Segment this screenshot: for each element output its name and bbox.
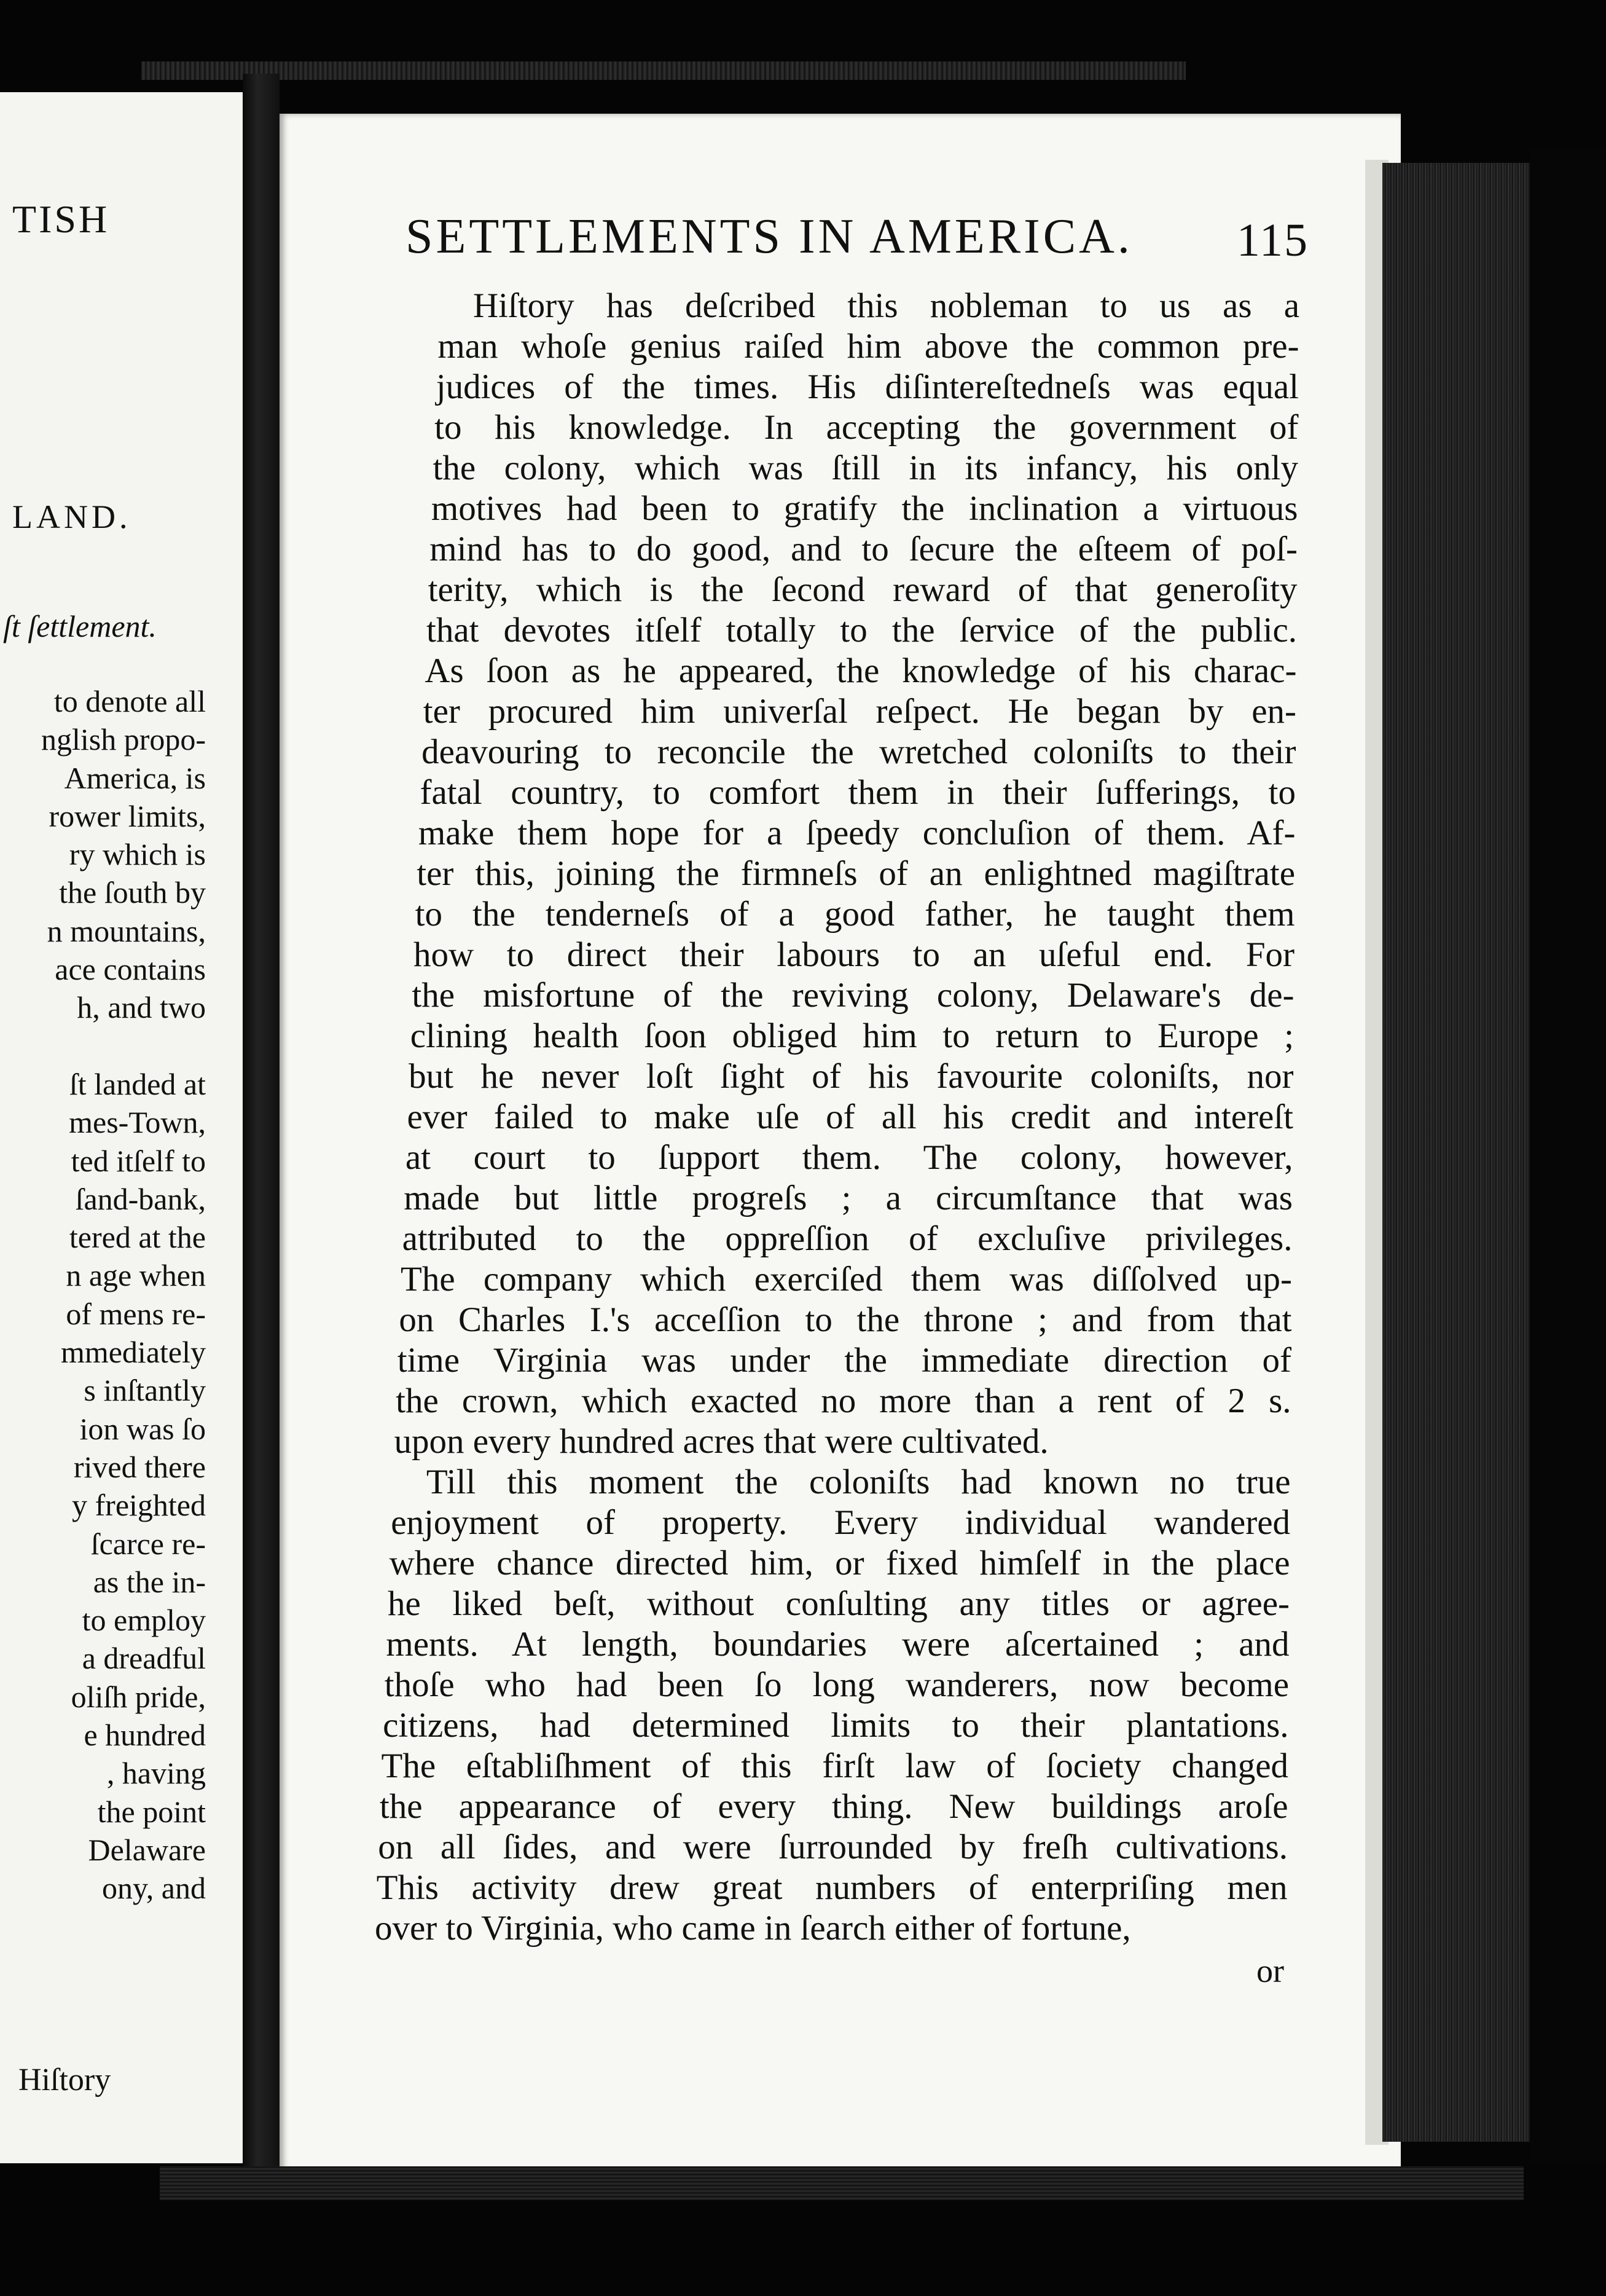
catchword: or xyxy=(1256,1952,1284,1989)
text-line: he liked beſt, without conſulting any titles or agree- xyxy=(388,1584,1290,1623)
text-line: attributed to the oppreſſion of excluſive privileges. xyxy=(402,1219,1293,1258)
text-line: to his knowledge. In accepting the government of xyxy=(434,408,1299,447)
left-text-line: to denote all xyxy=(53,684,206,718)
left-catchword: Hiſtory xyxy=(18,2062,111,2097)
text-line: The eſtabliſhment of this firſt law of ſociety changed xyxy=(381,1747,1288,1785)
left-text-line xyxy=(0,1027,209,1065)
left-text-line: h, and two xyxy=(77,990,206,1025)
left-text-line: ace contains xyxy=(55,952,206,987)
text-line: the colony, which was ſtill in its infancy, his only xyxy=(433,449,1298,487)
running-title: SETTLEMENTS IN AMERICA. xyxy=(405,210,1133,264)
text-line: but he never loſt ſight of his favourite coloniſts, nor xyxy=(409,1057,1294,1096)
left-text-line: as the in- xyxy=(93,1564,206,1599)
left-text-line: ſt landed at xyxy=(69,1066,206,1101)
text-line: time Virginia was under the immediate direction of xyxy=(397,1341,1291,1380)
text-line: to the tenderneſs of a good father, he taught them xyxy=(415,895,1295,934)
text-line: fatal country, to comfort them in their ſufferings, to xyxy=(420,773,1296,812)
running-head xyxy=(405,209,1309,277)
text-line: upon every hundred acres that were cultivated. xyxy=(394,1422,1049,1461)
text-line: ments. At length, boundaries were aſcertained ; and xyxy=(386,1625,1290,1664)
text-line: enjoyment of property. Every individual wandered xyxy=(391,1503,1290,1542)
text-line: As ſoon as he appeared, the knowledge of his charac- xyxy=(425,651,1297,690)
left-text-line: the ſouth by xyxy=(59,875,206,910)
text-line: mind has to do good, and to ſecure the eſteem of poſ- xyxy=(429,530,1298,568)
text-line: Hiſtory has deſcribed this nobleman to us as a xyxy=(473,286,1299,325)
text-line: the crown, which exacted no more than a rent of 2 s. xyxy=(396,1382,1291,1420)
page-number: 115 xyxy=(1236,214,1309,266)
text-line: clining health ſoon obliged him to return to Europe ; xyxy=(410,1016,1294,1055)
left-page xyxy=(0,92,245,2163)
left-text-line: n mountains, xyxy=(47,913,206,948)
page-stack xyxy=(1382,163,1530,2142)
text-line: the appearance of every thing. New buildings aroſe xyxy=(379,1787,1288,1826)
text-line: on all ſides, and were ſurrounded by freſh cultivations. xyxy=(378,1828,1288,1866)
left-text-line: , having xyxy=(106,1756,206,1791)
text-line: thoſe who had been ſo long wanderers, now become xyxy=(384,1665,1289,1704)
book-gutter xyxy=(243,74,280,2194)
left-text-line: oliſh pride, xyxy=(71,1679,206,1714)
left-text-line: of mens re- xyxy=(66,1296,206,1331)
text-line: ter procured him univerſal reſpect. He began by en- xyxy=(423,692,1296,731)
left-text-line: y freighted xyxy=(72,1488,206,1523)
text-line: deavouring to reconcile the wretched coloniſts to their xyxy=(421,733,1296,771)
left-text-line: rower limits, xyxy=(49,798,206,833)
text-line: motives had been to gratify the inclination a virtuous xyxy=(431,489,1298,528)
text-line: make them hope for a ſpeedy concluſion of them. Af- xyxy=(418,814,1296,852)
left-text-line: mes-Town, xyxy=(69,1105,206,1140)
book-top-edge xyxy=(141,61,1186,80)
left-text-line: ted itſelf to xyxy=(71,1143,206,1178)
left-text-line: Delaware xyxy=(88,1832,206,1867)
left-text-line: rived there xyxy=(73,1449,206,1484)
left-text-line: ion was ſo xyxy=(79,1411,206,1446)
text-line: that devotes itſelf totally to the ſervice of the public. xyxy=(426,611,1297,650)
text-line: where chance directed him, or fixed himſelf in the place xyxy=(389,1544,1290,1582)
left-text-line: ony, and xyxy=(102,1871,206,1906)
book-shadow xyxy=(1530,147,1606,2163)
left-text-block xyxy=(0,682,209,1908)
text-line: Till this moment the coloniſts had known no true xyxy=(426,1463,1291,1501)
text-line: how to direct their labours to an uſeful end. For xyxy=(413,935,1295,974)
left-text-line: to employ xyxy=(82,1603,206,1638)
left-text-line: the point xyxy=(97,1794,206,1829)
text-line: citizens, had determined limits to their plantations. xyxy=(383,1706,1289,1745)
text-line: ter this, joining the firmneſs of an enlightned magiſtrate xyxy=(417,854,1295,893)
left-text-line: ſcarce re- xyxy=(90,1526,206,1561)
book-bottom-edge xyxy=(160,2166,1524,2200)
left-text-line: nglish propo- xyxy=(41,722,206,757)
text-line: over to Virginia, who came in ſearch either of fortune, xyxy=(375,1909,1131,1948)
left-text-line: n age when xyxy=(66,1258,206,1293)
left-text-line: e hundred xyxy=(84,1718,206,1753)
text-line: at court to ſupport them. The colony, however, xyxy=(405,1138,1293,1177)
left-text-line: ry which is xyxy=(69,837,206,872)
left-text-line: America, is xyxy=(64,760,206,795)
text-line: ever failed to make uſe of all his credit and intereſt xyxy=(407,1098,1293,1136)
left-text-line: mmediately xyxy=(60,1335,206,1370)
left-subheading: LAND. xyxy=(12,498,131,535)
text-line: made but little progreſs ; a circumſtance that was xyxy=(404,1179,1293,1217)
left-text-line: s inſtantly xyxy=(84,1373,206,1408)
text-line: judices of the times. His diſintereſtedneſs was equal xyxy=(436,368,1299,406)
left-text-line: tered at the xyxy=(69,1220,206,1255)
text-line: the misfortune of the reviving colony, Delaware's de- xyxy=(412,976,1295,1015)
text-line: terity, which is the ſecond reward of that generoſity xyxy=(428,570,1298,609)
text-line: This activity drew great numbers of enterpriſing men xyxy=(376,1868,1288,1907)
left-italic-heading: ſt ſettlement. xyxy=(3,609,157,643)
text-line: The company which exerciſed them was diſſolved up- xyxy=(401,1260,1292,1299)
main-page xyxy=(280,114,1401,2179)
text-line: man whoſe genius raiſed him above the common pre- xyxy=(437,327,1299,366)
text-line: on Charles I.'s acceſſion to the throne ; and from that xyxy=(399,1300,1292,1339)
left-running-head: TISH xyxy=(12,197,110,241)
left-text-line: a dreadful xyxy=(82,1641,206,1676)
left-text-line: ſand-bank, xyxy=(75,1181,206,1216)
